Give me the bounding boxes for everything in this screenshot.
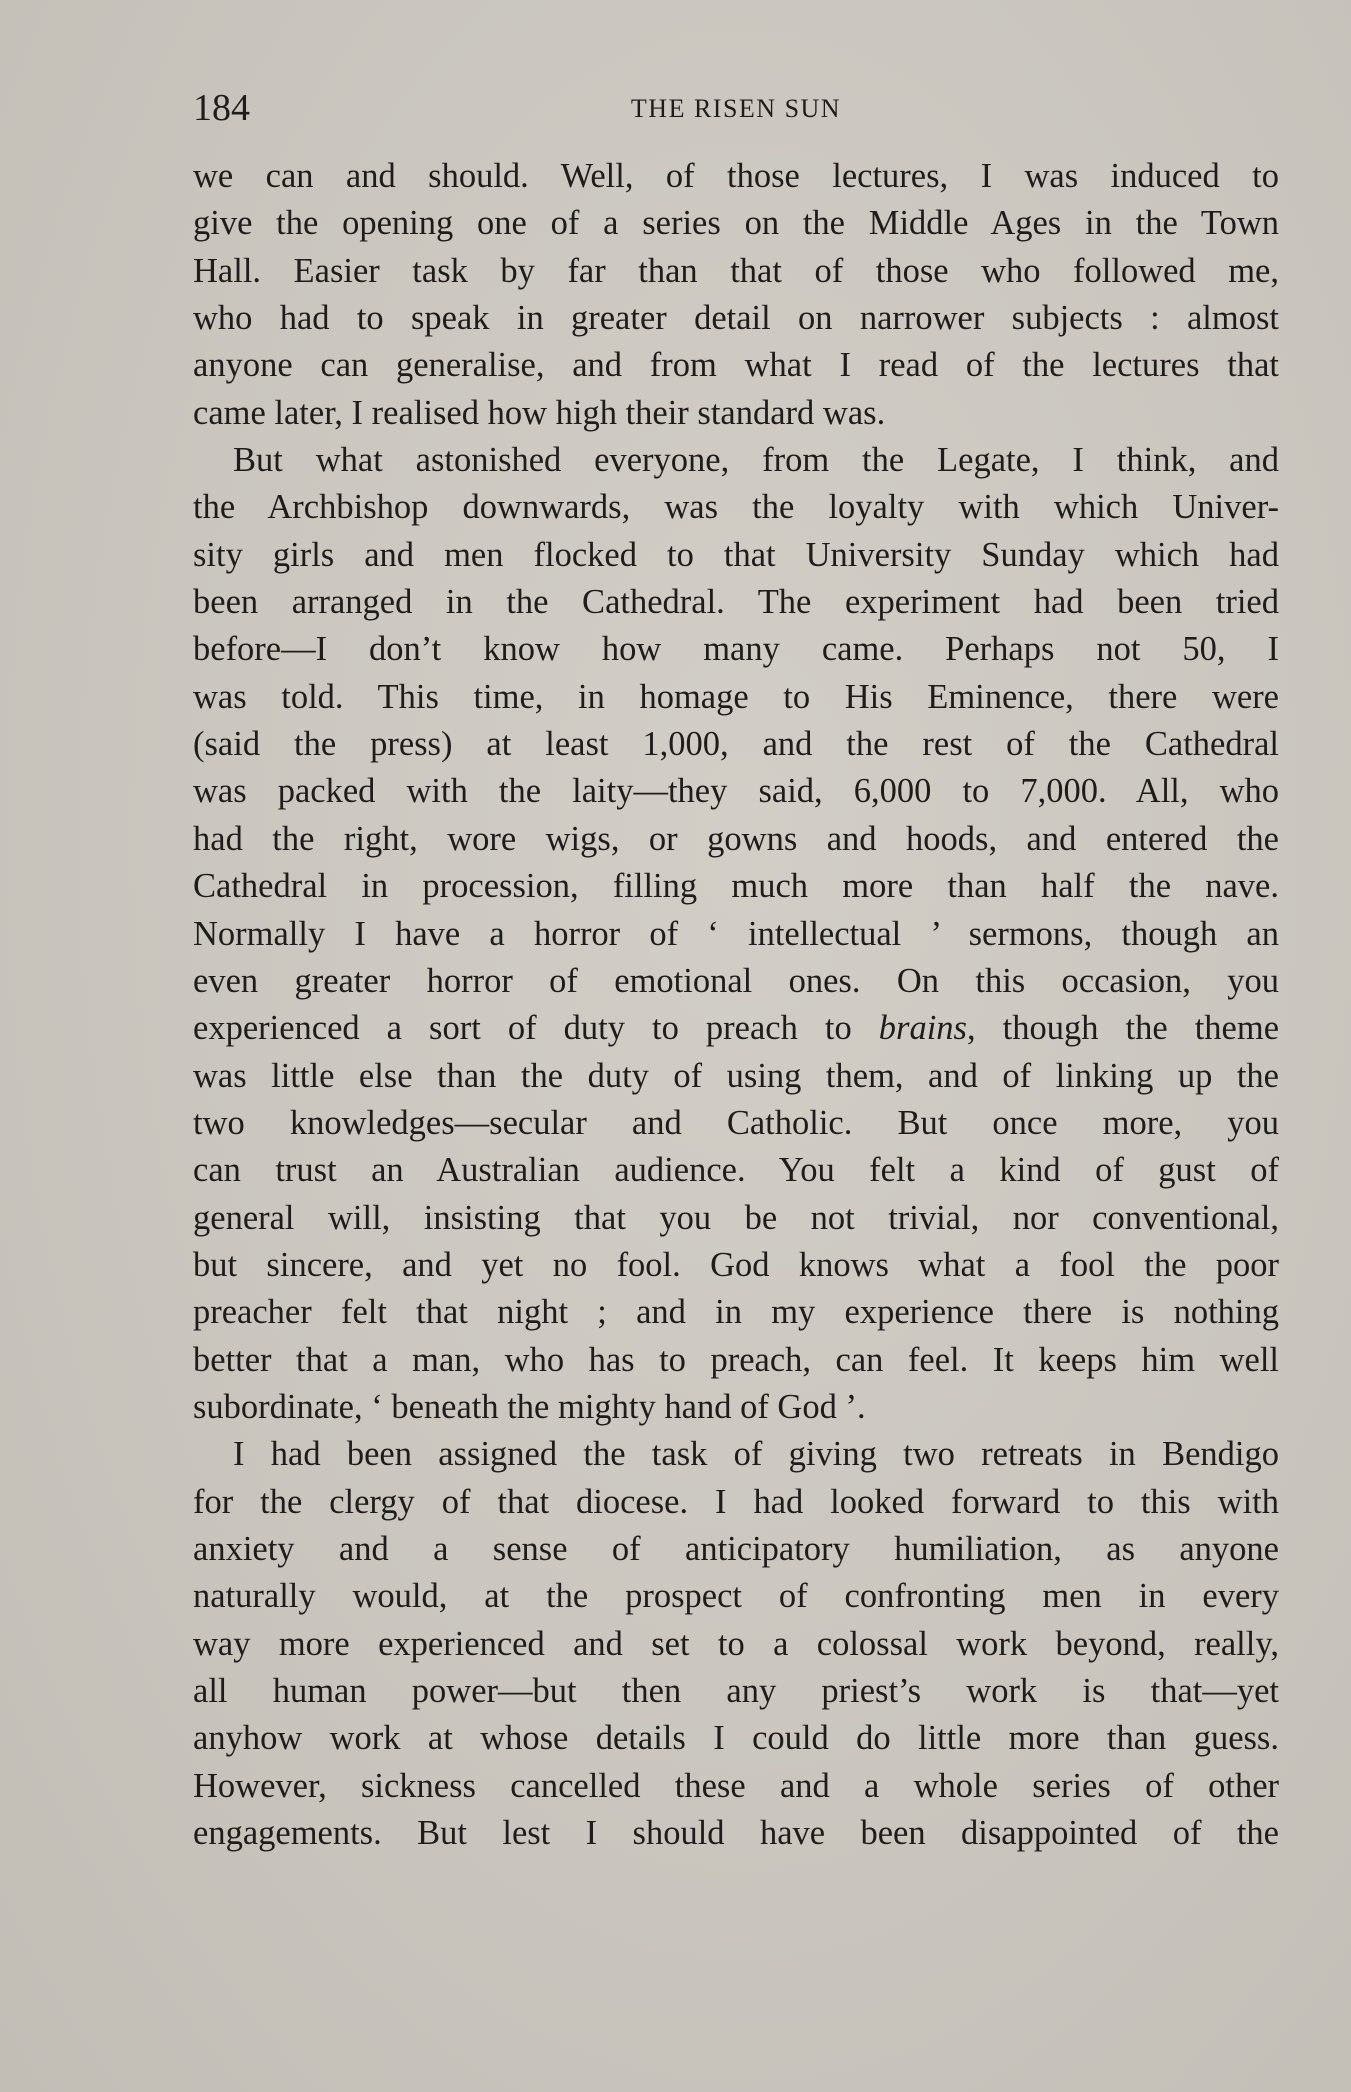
text-line: for the clergy of that diocese. I had looked forward to this with	[193, 1482, 1279, 1521]
text-line: but sincere, and yet no fool. God knows what a fool the poor	[193, 1245, 1279, 1284]
text-line: we can and should. Well, of those lectures, I was induced to	[193, 157, 1279, 195]
text-line: better that a man, who has to preach, can feel. It keeps him well	[193, 1340, 1279, 1379]
page-number: 184	[193, 87, 250, 129]
text-line: engagements. But lest I should have been disappointed of the	[193, 1814, 1279, 1853]
paragraph	[193, 437, 1279, 1431]
text-line: give the opening one of a series on the Middle Ages in the Town	[193, 204, 1279, 243]
text-line: before—I don’t know how many came. Perhaps not 50, I	[193, 630, 1279, 669]
text-line: been arranged in the Cathedral. The experiment had been tried	[193, 583, 1279, 622]
text-line: can trust an Australian audience. You felt a kind of gust of	[193, 1151, 1279, 1190]
text-line: was little else than the duty of using them, and of linking up the	[193, 1056, 1279, 1095]
body-text	[193, 153, 1279, 1857]
text-line: who had to speak in greater detail on narrower subjects : almost	[193, 299, 1279, 338]
text-line: anxiety and a sense of anticipatory humiliation, as anyone	[193, 1529, 1279, 1568]
paragraph	[193, 1431, 1279, 1857]
text-line: even greater horror of emotional ones. On this occasion, you	[193, 961, 1279, 1000]
page-header	[193, 84, 1279, 132]
text-line: Cathedral in procession, filling much more than half the nave.	[193, 867, 1279, 906]
text-line: was packed with the laity—they said, 6,000 to 7,000. All, who	[193, 772, 1279, 811]
text-line: way more experienced and set to a colossal work beyond, really,	[193, 1624, 1279, 1663]
text-line: experienced a sort of duty to preach to brains, though the theme	[193, 1009, 1280, 1048]
running-head: THE RISEN SUN	[630, 94, 842, 123]
text-line: I had been assigned the task of giving two retreats in Bendigo	[233, 1435, 1279, 1474]
text-line: was told. This time, in homage to His Eminence, there were	[193, 677, 1279, 716]
text-line: sity girls and men flocked to that University Sunday which had	[193, 535, 1279, 574]
text-line: had the right, wore wigs, or gowns and hoods, and entered the	[193, 819, 1279, 858]
text-line: However, sickness cancelled these and a whole series of other	[193, 1766, 1279, 1805]
text-line: (said the press) at least 1,000, and the rest of the Cathedral	[193, 725, 1279, 764]
text-line: naturally would, at the prospect of confronting men in every	[193, 1577, 1279, 1616]
text-line: general will, insisting that you be not trivial, nor conventional,	[193, 1198, 1279, 1237]
text-line: Normally I have a horror of ‘ intellectual ’ sermons, though an	[193, 914, 1279, 953]
text-line: Hall. Easier task by far than that of those who followed me,	[193, 251, 1279, 290]
text-line: all human power—but then any priest’s work is that—yet	[193, 1672, 1279, 1710]
paragraph	[193, 153, 1279, 437]
text-line: preacher felt that night ; and in my experience there is nothing	[193, 1293, 1279, 1332]
text-line: subordinate, ‘ beneath the mighty hand of God ’.	[193, 1387, 866, 1426]
text-line: anyhow work at whose details I could do little more than guess.	[193, 1719, 1279, 1758]
text-line: two knowledges—secular and Catholic. But once more, you	[193, 1103, 1279, 1142]
text-line: came later, I realised how high their standard was.	[193, 393, 886, 432]
text-line: But what astonished everyone, from the Legate, I think, and	[233, 441, 1279, 480]
text-line: anyone can generalise, and from what I read of the lectures that	[193, 346, 1279, 385]
italic-word: brains	[878, 1009, 967, 1048]
text-line: the Archbishop downwards, was the loyalty with which Univer-	[193, 488, 1279, 527]
